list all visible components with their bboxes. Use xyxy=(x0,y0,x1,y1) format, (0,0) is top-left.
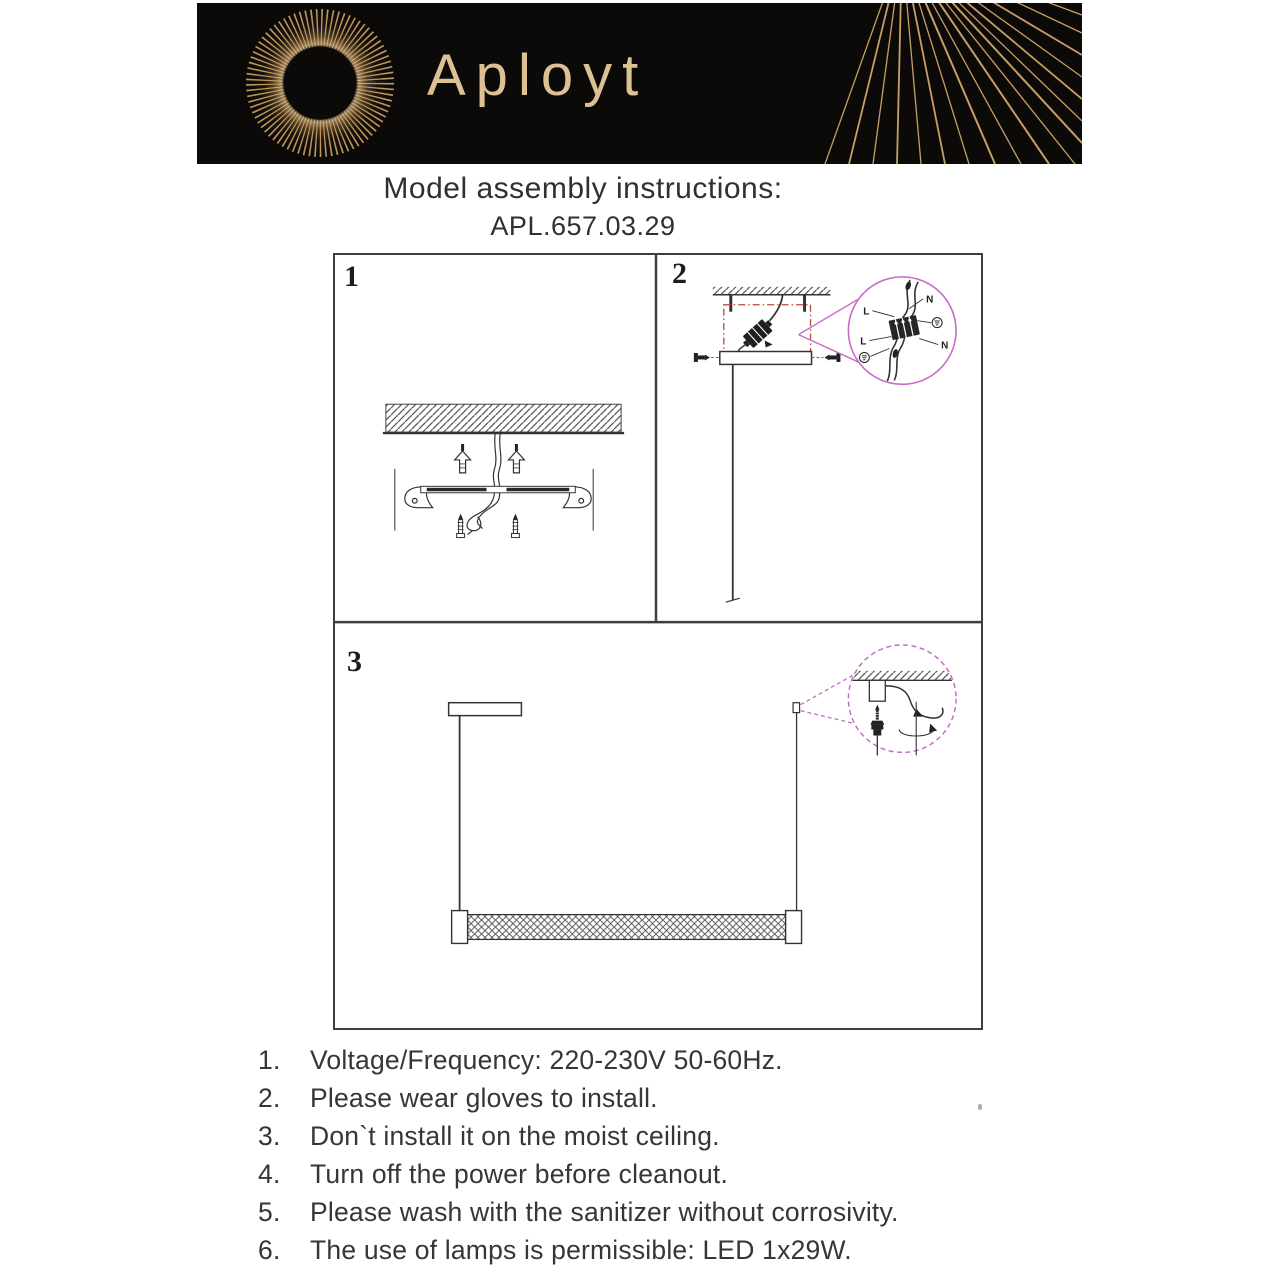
wire-label-neutral: N xyxy=(926,294,934,306)
rays-decoration xyxy=(825,3,1082,164)
list-item xyxy=(258,1235,1038,1273)
wall-anchor-icon xyxy=(508,444,524,473)
item-number: 1. xyxy=(258,1045,281,1075)
wall-anchor-icon xyxy=(455,444,471,473)
light-bar xyxy=(452,911,802,944)
list-item xyxy=(258,1159,1038,1197)
list-item xyxy=(258,1197,1038,1235)
assembly-diagram xyxy=(335,255,981,1028)
brand-banner xyxy=(197,3,1082,164)
item-text: Please wash with the sanitizer without corrosivity. xyxy=(310,1197,899,1227)
list-item xyxy=(258,1045,1038,1083)
item-number: 5. xyxy=(258,1197,281,1227)
list-item xyxy=(258,1121,1038,1159)
panel-3-diagram xyxy=(449,645,956,943)
scan-speck xyxy=(978,1104,982,1110)
item-number: 4. xyxy=(258,1159,281,1189)
title-block xyxy=(183,172,983,242)
wire-label-live: L xyxy=(860,336,867,348)
model-number: APL.657.03.29 xyxy=(490,211,676,241)
item-text: Please wear gloves to install. xyxy=(310,1083,658,1113)
ceiling-fix-callout xyxy=(801,645,957,755)
item-text: Don`t install it on the moist ceiling. xyxy=(310,1121,720,1151)
mounting-bracket xyxy=(405,486,591,507)
list-item xyxy=(258,1083,1038,1121)
screw-icon xyxy=(694,353,710,362)
wire-label-neutral: N xyxy=(941,340,949,352)
brand-name: Aployt xyxy=(427,43,649,108)
item-text: Turn off the power before cleanout. xyxy=(310,1159,729,1189)
item-number: 2. xyxy=(258,1083,281,1113)
item-text: The use of lamps is permissible: LED 1x29W. xyxy=(310,1235,852,1265)
item-number: 6. xyxy=(258,1235,281,1265)
panel-1-diagram xyxy=(383,404,624,537)
sunburst-logo-icon xyxy=(250,13,390,153)
panel-2-label: 2 xyxy=(672,257,687,290)
wire-label-live: L xyxy=(863,306,870,318)
screw-icon xyxy=(824,353,840,362)
item-text: Voltage/Frequency: 220-230V 50-60Hz. xyxy=(310,1045,783,1075)
panel-2-diagram xyxy=(694,277,956,602)
screw-icon xyxy=(511,514,519,538)
instruction-list xyxy=(258,1045,1038,1273)
assembly-diagram-box xyxy=(333,253,983,1030)
panel-3-label: 3 xyxy=(347,645,362,678)
item-number: 3. xyxy=(258,1121,281,1151)
screw-icon xyxy=(457,514,465,538)
panel-1-label: 1 xyxy=(344,260,359,293)
page-title: Model assembly instructions: xyxy=(383,172,783,205)
